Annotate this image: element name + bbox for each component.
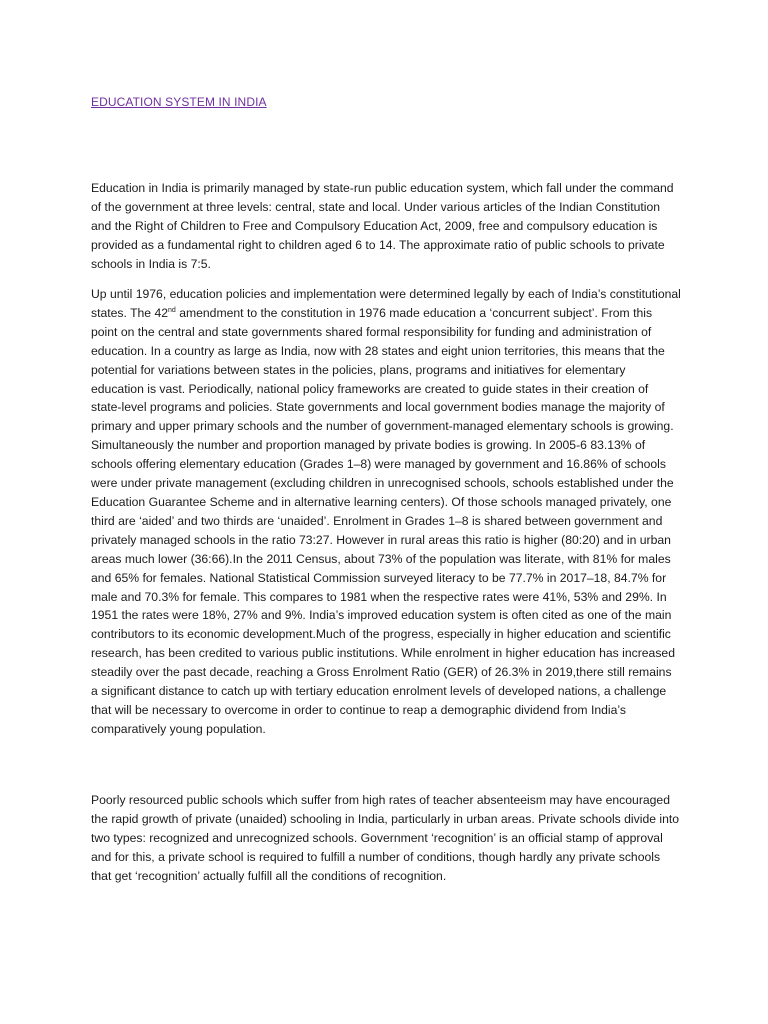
paragraph-history-text-start: Up until 1976, education policies and implementation were determined legally by each of India’s constitutional states. The 42 xyxy=(91,287,681,320)
paragraph-history xyxy=(91,285,681,739)
paragraph-intro: Education in India is primarily managed by state-run public education system, which fall under the command of the government at three levels: central, state and local. Under various articles of the Indian Constitution and the Right of Children to Free and Compulsory Education Act, 2009, free and compulsory education is provided as a fundamental right to children aged 6 to 14. The approximate ratio of public schools to private schools in India is 7:5. xyxy=(91,181,674,271)
document-title: EDUCATION SYSTEM IN INDIA xyxy=(91,95,267,109)
paragraph-private-schools: Poorly resourced public schools which suffer from high rates of teacher absenteeism may have encouraged the rapid growth of private (unaided) schooling in India, particularly in urban areas. Private schools divide into two types: recognized and unrecognized schools. Government ‘recognition’ is an official stamp of approval and for this, a private school is required to fulfill a number of conditions, though hardly any private schools that get ‘recognition’ actually fulfill all the conditions of recognition. xyxy=(91,793,680,883)
ordinal-superscript: nd xyxy=(168,306,176,314)
paragraph-history-text-end: amendment to the constitution in 1976 made education a ‘concurrent subject’. From this point on the central and state governments shared formal responsibility for funding and administration of education. In a country as large as India, now with 28 states and eight union territories, this means that the potential for variations between states in the policies, plans, programs and initiatives for elementary education is vast. Periodically, national policy frameworks are created to guide states in their creation of state-level programs and policies. State governments and local government bodies manage the majority of primary and upper primary schools and the number of government-managed elementary schools is growing. Simultaneously the number and proportion managed by private bodies is growing. In 2005-6 83.13% of schools offering elementary education (Grades 1–8) were managed by government and 16.86% of schools were under private management (excluding children in unrecognised schools, schools established under the Education Guarantee Scheme and in alternative learning centers). Of those schools managed privately, one third are ‘aided’ and two thirds are ‘unaided’. Enrolment in Grades 1–8 is shared between government and privately managed schools in the ratio 73:27. However in rural areas this ratio is higher (80:20) and in urban areas much lower (36:66).In the 2011 Census, about 73% of the population was literate, with 81% for males and 65% for females. National Statistical Commission surveyed literacy to be 77.7% in 2017–18, 84.7% for male and 70.3% for female. This compares to 1981 when the respective rates were 41%, 53% and 29%. In 1951 the rates were 18%, 27% and 9%. India’s improved education system is often cited as one of the main contributors to its economic development.Much of the progress, especially in higher education and scientific research, has been credited to various public institutions. While enrolment in higher education has increased steadily over the past decade, reaching a Gross Enrolment Ratio (GER) of 26.3% in 2019,there still remains a significant distance to catch up with tertiary education enrolment levels of developed nations, a challenge that will be necessary to overcome in order to continue to reap a demographic dividend from India’s comparatively young population. xyxy=(91,305,675,736)
